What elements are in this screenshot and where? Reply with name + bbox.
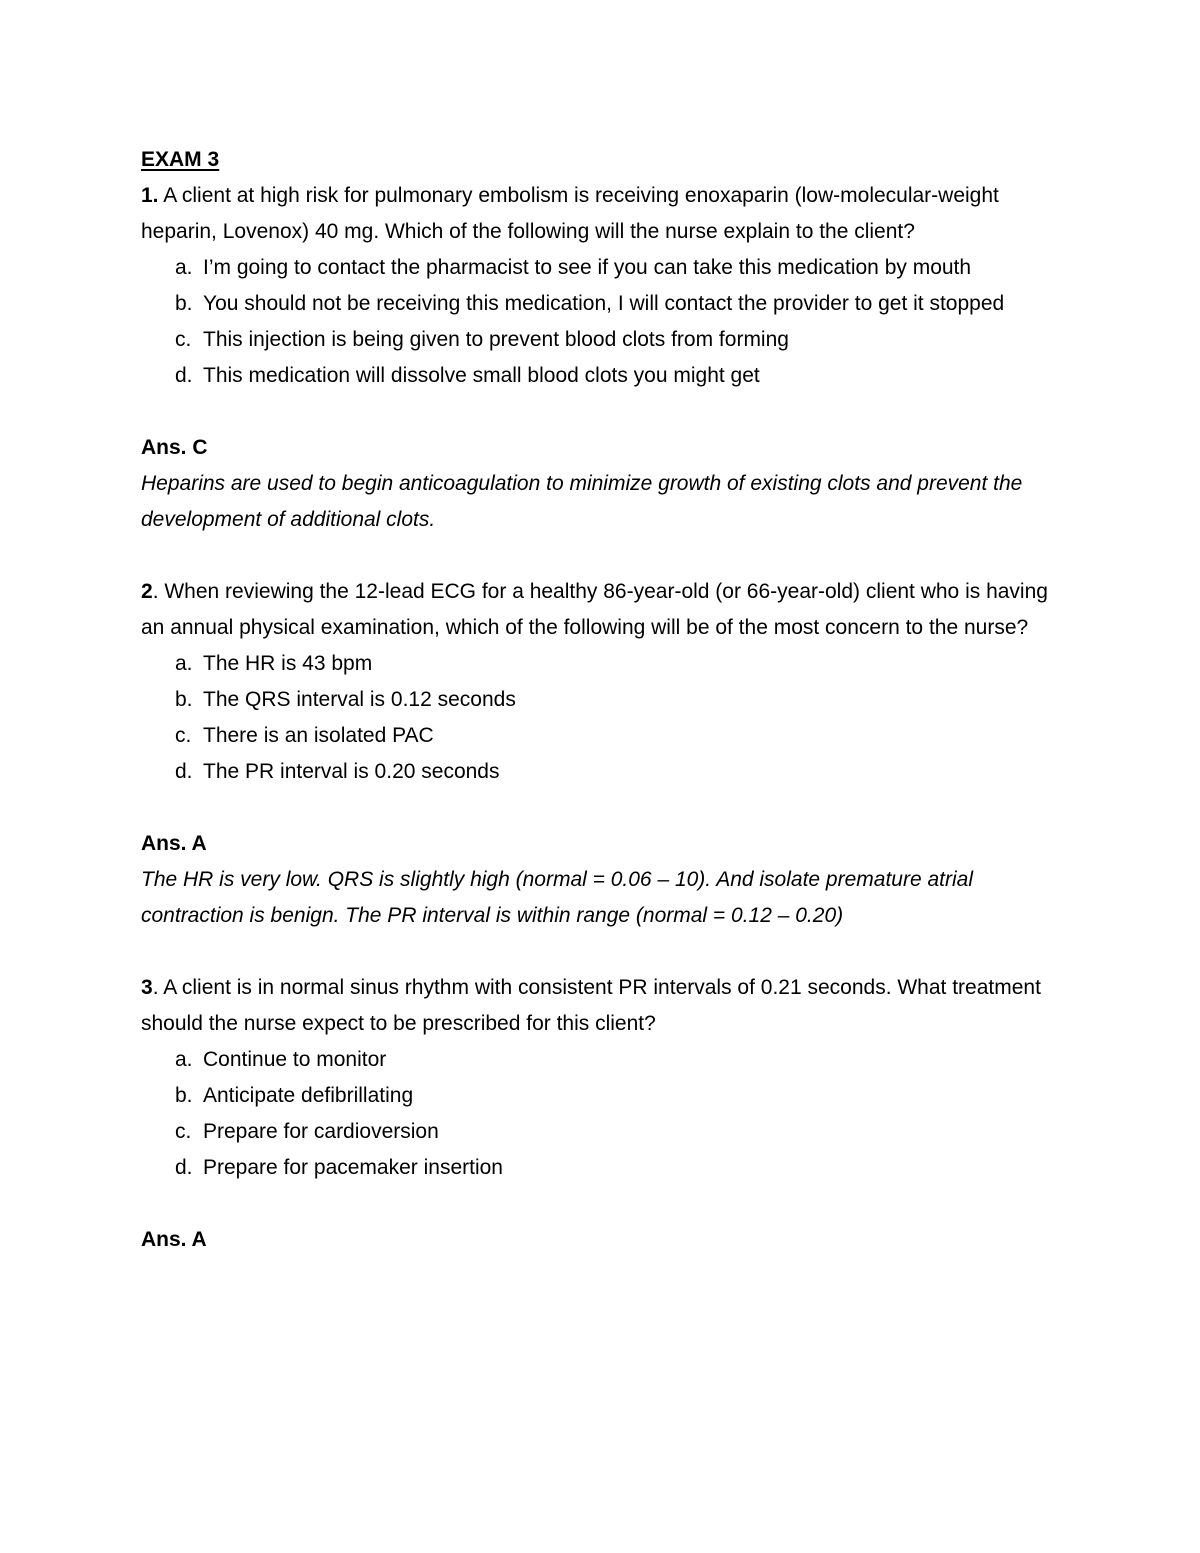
answer-option [175,322,1056,358]
question-block [141,178,1056,574]
option-text: Continue to monitor [203,1048,387,1071]
option-letter: c. [175,328,192,351]
answer-key: Ans. C [141,436,208,459]
option-letter: b. [175,292,193,315]
answer-option [175,1114,1056,1150]
question-number: 3 [141,976,153,999]
answer-option [175,646,1056,682]
option-text: Anticipate defibrillating [203,1084,414,1107]
answer-option [175,286,1056,322]
answer-options [141,646,1056,790]
answer-explanation: The HR is very low. QRS is slightly high (normal = 0.06 – 10). And isolate premature atrial contraction is benign. The PR interval is within range (normal = 0.12 – 0.20) [141,868,973,927]
question-block [141,970,1056,1258]
answer-options [141,250,1056,394]
option-letter: b. [175,688,193,711]
answer-explanation: Heparins are used to begin anticoagulation to minimize growth of existing clots and prevent the development of additional clots. [141,472,1023,531]
document-body [141,142,1056,1258]
question-block [141,574,1056,970]
paragraph-spacer [141,394,1056,430]
option-text: The PR interval is 0.20 seconds [203,760,500,783]
option-letter: a. [175,652,193,675]
answer-key: Ans. A [141,832,207,855]
question-stem [141,970,1056,1042]
question-number: 2 [141,580,153,603]
option-text: The HR is 43 bpm [203,652,373,675]
paragraph-spacer [141,1186,1056,1222]
answer-option [175,1078,1056,1114]
option-letter: a. [175,1048,193,1071]
option-letter: b. [175,1084,193,1107]
question-text: . A client is in normal sinus rhythm with consistent PR intervals of 0.21 seconds. What treatment should the nurse expect to be prescribed for this client? [141,976,1041,1035]
exam-title: EXAM 3 [141,148,220,171]
paragraph-spacer [141,538,1056,574]
option-letter: a. [175,256,193,279]
answer-option [175,1150,1056,1186]
answer-option [175,1042,1056,1078]
question-text: A client at high risk for pulmonary embolism is receiving enoxaparin (low-molecular-weight heparin, Lovenox) 40 mg. Which of the following will the nurse explain to the client? [141,184,999,243]
option-text: There is an isolated PAC [203,724,434,747]
paragraph-spacer [141,934,1056,970]
option-letter: d. [175,364,193,387]
option-text: This medication will dissolve small blood clots you might get [203,364,760,387]
option-text: The QRS interval is 0.12 seconds [203,688,516,711]
option-letter: d. [175,760,193,783]
answer-option [175,718,1056,754]
option-letter: c. [175,724,192,747]
question-text: . When reviewing the 12-lead ECG for a healthy 86-year-old (or 66-year-old) client who is having an annual physical examination, which of the following will be of the most concern to the nurse? [141,580,1048,639]
option-text: Prepare for pacemaker insertion [203,1156,503,1179]
option-letter: d. [175,1156,193,1179]
option-text: This injection is being given to prevent blood clots from forming [203,328,789,351]
option-letter: c. [175,1120,192,1143]
option-text: Prepare for cardioversion [203,1120,439,1143]
option-text: I’m going to contact the pharmacist to see if you can take this medication by mouth [203,256,972,279]
answer-option [175,358,1056,394]
answer-key: Ans. A [141,1228,207,1251]
question-number: 1. [141,184,159,207]
answer-option [175,754,1056,790]
option-text: You should not be receiving this medication, I will contact the provider to get it stopped [203,292,1005,315]
question-stem [141,178,1056,250]
question-stem [141,574,1056,646]
answer-option [175,682,1056,718]
paragraph-spacer [141,790,1056,826]
answer-options [141,1042,1056,1186]
answer-option [175,250,1056,286]
